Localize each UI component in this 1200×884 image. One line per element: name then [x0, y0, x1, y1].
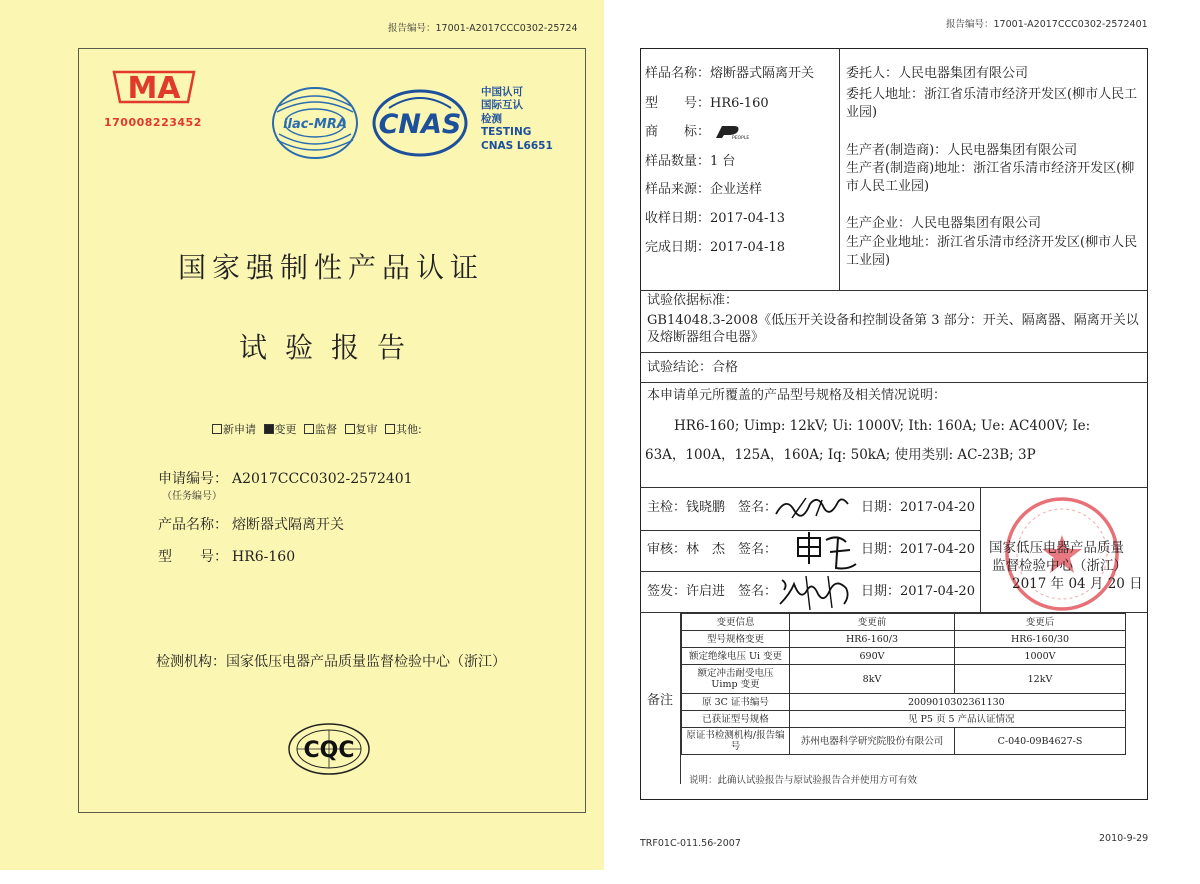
reviewer: 审核：林 杰 签名：: [647, 542, 778, 557]
table-cell: 苏州电器科学研究院股份有限公司: [790, 728, 955, 755]
type-option-change: 变更: [264, 423, 297, 436]
client-address: 委托人地址：浙江省乐清市经济开发区(柳市人民工业园): [846, 87, 1138, 120]
table-cell: 1000V: [955, 648, 1126, 665]
table-row: [682, 694, 1126, 711]
table-cell: HR6-160/3: [790, 631, 955, 648]
cnas-logo: [371, 88, 469, 158]
divider: [839, 48, 840, 291]
table-cell: 额定绝缘电压 Ui 变更: [682, 648, 790, 665]
inspection-body: 检测机构：国家低压电器产品质量监督检验中心（浙江）: [156, 654, 506, 670]
cnas-line: CNAS L6651: [481, 139, 553, 152]
type-option-review: 复审: [345, 423, 378, 436]
divider: [640, 487, 1148, 488]
checkbox-checked-icon: [264, 424, 274, 434]
cma-text: MA: [127, 71, 181, 106]
cqc-text: CQC: [303, 738, 355, 763]
sample-name: 样品名称：熔断器式隔离开关: [645, 66, 815, 81]
reviewer-date: 日期：2017-04-20: [861, 542, 975, 557]
manufacturer-address: 生产者(制造商)地址：浙江省乐清市经济开发区(柳市人民工业园): [846, 161, 1135, 194]
table-cell: 见 P5 页 5 产品认证情况: [790, 711, 1126, 728]
test-basis: GB14048.3-2008《低压开关设备和控制设备第 3 部分：开关、隔离器、隔离开关以及熔断器组合电器》: [647, 313, 1139, 345]
signature-chief-inspector: [772, 490, 852, 524]
application-number: 申请编号： A2017CCC0302-2572401: [158, 471, 413, 487]
table-cell: 12kV: [955, 665, 1126, 694]
table-header: 变更前: [790, 614, 955, 631]
application-type-options: [212, 421, 426, 437]
table-cell: HR6-160/30: [955, 631, 1126, 648]
people-brand-logo: [714, 124, 750, 141]
product-model: 型 号： HR6-160: [158, 549, 296, 565]
type-option-other: 其他:: [385, 423, 422, 436]
table-header: 变更后: [955, 614, 1126, 631]
table-header: 变更信息: [682, 614, 790, 631]
sample-brand: 商 标： PEOPLE: [645, 124, 750, 141]
test-basis-label: 试验依据标准：: [647, 293, 739, 308]
form-date: 2010-9-29: [1099, 833, 1149, 844]
sample-source: 样品来源：企业送样: [645, 182, 763, 197]
table-row: [682, 711, 1126, 728]
test-conclusion: 试验结论：合格: [647, 360, 739, 375]
product-name: 产品名称： 熔断器式隔离开关: [158, 517, 344, 533]
table-row: [682, 631, 1126, 648]
chief-inspector: 主检：钱晓鹏 签名：: [647, 500, 778, 515]
cnas-text: CNAS: [378, 109, 462, 140]
table-cell: 原 3C 证书编号: [682, 694, 790, 711]
issuing-center-line2: 监督检验中心（浙江）: [992, 558, 1127, 574]
change-info-table: [681, 613, 1126, 755]
factory-address: 生产企业地址：浙江省乐清市经济开发区(柳市人民工业园): [846, 235, 1138, 268]
table-cell: 已获证型号规格: [682, 711, 790, 728]
signature-reviewer: [790, 528, 860, 574]
manufacturer: 生产者(制造商)：人民电器集团有限公司: [846, 143, 1078, 158]
form-code: TRF01C-011.56-2007: [640, 838, 741, 849]
table-cell: 型号规格变更: [682, 631, 790, 648]
table-cell: 2009010302361130: [790, 694, 1126, 711]
coverage-description-line2: 63A，100A，125A，160A; Iq: 50kA; 使用类别: AC-23B; 3P: [645, 447, 1036, 463]
divider: [980, 487, 981, 612]
sheet-report-number: 报告编号：17001-A2017CCC0302-2572401: [946, 19, 1148, 30]
remarks-label: 备注: [647, 693, 674, 708]
brand-logo-text: PEOPLE: [732, 136, 750, 141]
issue-date: 2017 年 04 月 20 日: [1012, 576, 1143, 592]
type-option-supervision: 监督: [304, 423, 337, 436]
cnas-line: 检测: [481, 112, 502, 125]
checkbox-icon: [304, 424, 314, 434]
sample-quantity: 样品数量：1 台: [645, 154, 736, 169]
divider: [640, 290, 1148, 291]
issuer: 签发：许启进 签名：: [647, 584, 778, 599]
cover-page: [0, 0, 604, 870]
issuing-center-line1: 国家低压电器产品质量: [989, 540, 1124, 556]
table-header-row: [682, 614, 1126, 631]
table-cell: C-040-09B4627-S: [955, 728, 1126, 755]
cnas-line: 中国认可: [481, 86, 523, 98]
ilac-text: ilac-MRA: [283, 117, 347, 132]
divider: [640, 352, 1148, 353]
table-row: [682, 665, 1126, 694]
coverage-description-label: 本申请单元所覆盖的产品型号规格及相关情况说明：: [647, 388, 947, 403]
checkbox-icon: [385, 424, 395, 434]
task-number-label: （任务编号）: [162, 491, 222, 502]
table-cell: 额定冲击耐受电压 Uimp 变更: [682, 665, 790, 694]
table-row: [682, 648, 1126, 665]
received-date: 收样日期：2017-04-13: [645, 211, 785, 226]
checkbox-icon: [212, 424, 222, 434]
cma-logo: [108, 66, 200, 108]
type-option-new: 新申请: [212, 423, 256, 436]
coverage-description-line1: HR6-160; Uimp: 12kV; Ui: 1000V; Ith: 160A; Ue: AC400V; Ie:: [674, 418, 1091, 434]
factory: 生产企业：人民电器集团有限公司: [846, 216, 1042, 231]
cover-title-line1: 国家强制性产品认证: [177, 251, 484, 284]
divider: [640, 382, 1148, 383]
table-row: [682, 728, 1126, 755]
table-cell: 原证书检测机构/报告编号: [682, 728, 790, 755]
chief-inspector-date: 日期：2017-04-20: [861, 500, 975, 515]
cma-number: 170008223452: [104, 116, 202, 129]
checkbox-icon: [345, 424, 355, 434]
cover-title-line2: 试验报告: [238, 331, 423, 364]
cnas-accreditation-text: [481, 86, 553, 153]
cnas-line: 国际互认: [481, 99, 523, 112]
table-cell: 690V: [790, 648, 955, 665]
table-cell: 8kV: [790, 665, 955, 694]
cqc-logo: [287, 722, 371, 776]
signature-issuer: [776, 570, 856, 614]
cnas-line: TESTING: [481, 126, 532, 139]
issuer-date: 日期：2017-04-20: [861, 584, 975, 599]
client: 委托人：人民电器集团有限公司: [846, 66, 1029, 81]
ilac-mra-logo: [269, 84, 361, 162]
cover-report-number: 报告编号：17001-A2017CCC0302-25724: [388, 23, 578, 34]
table-note: 说明：此确认试验报告与原试验报告合并使用方可有效: [689, 775, 918, 786]
completed-date: 完成日期：2017-04-18: [645, 240, 785, 255]
sample-model: 型 号：HR6-160: [645, 96, 769, 111]
